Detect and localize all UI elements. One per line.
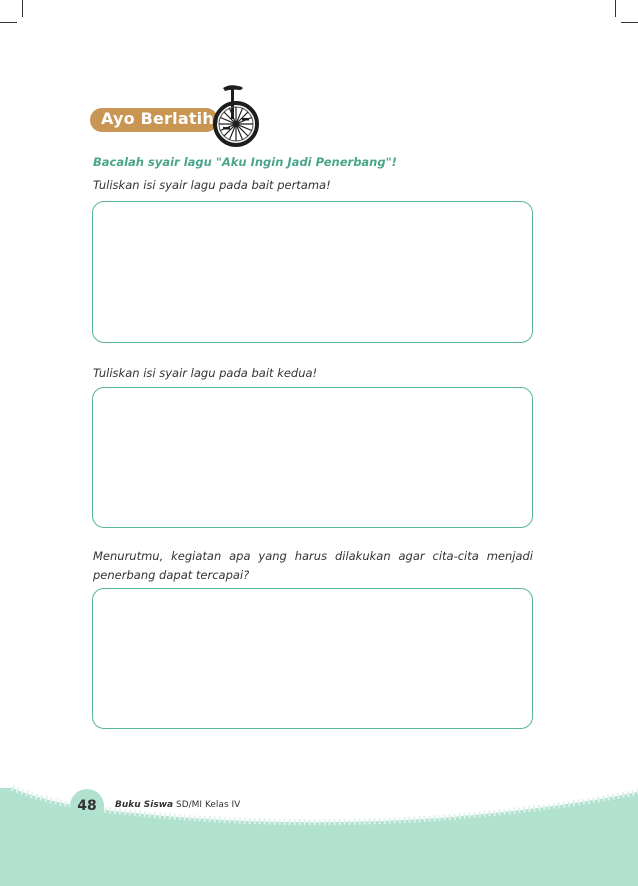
crop-mark-tr-h xyxy=(621,22,638,23)
crop-mark-tl-h xyxy=(0,22,17,23)
crop-mark-tr-v xyxy=(615,0,616,17)
footer-wave xyxy=(0,760,638,886)
unicycle-wheel-icon xyxy=(204,80,264,148)
question-2-text: Tuliskan isi syair lagu pada bait kedua! xyxy=(93,366,318,380)
answer-box-3[interactable] xyxy=(92,588,533,729)
answer-box-2[interactable] xyxy=(92,387,533,528)
question-3-text: Menurutmu, kegiatan apa yang harus dilakukan agar cita-cita menjadi penerbang dapat tercapai? xyxy=(93,549,533,582)
answer-box-1[interactable] xyxy=(92,201,533,343)
page-number: 48 xyxy=(70,789,104,823)
crop-mark-tl-v xyxy=(22,0,23,17)
activity-title: Ayo Berlatih xyxy=(101,109,214,128)
question-1-text: Tuliskan isi syair lagu pada bait pertama! xyxy=(93,178,331,192)
book-title: Buku Siswa SD/MI Kelas IV xyxy=(115,800,241,810)
instruction-text: Bacalah syair lagu "Aku Ingin Jadi Penerbang"! xyxy=(93,155,397,169)
